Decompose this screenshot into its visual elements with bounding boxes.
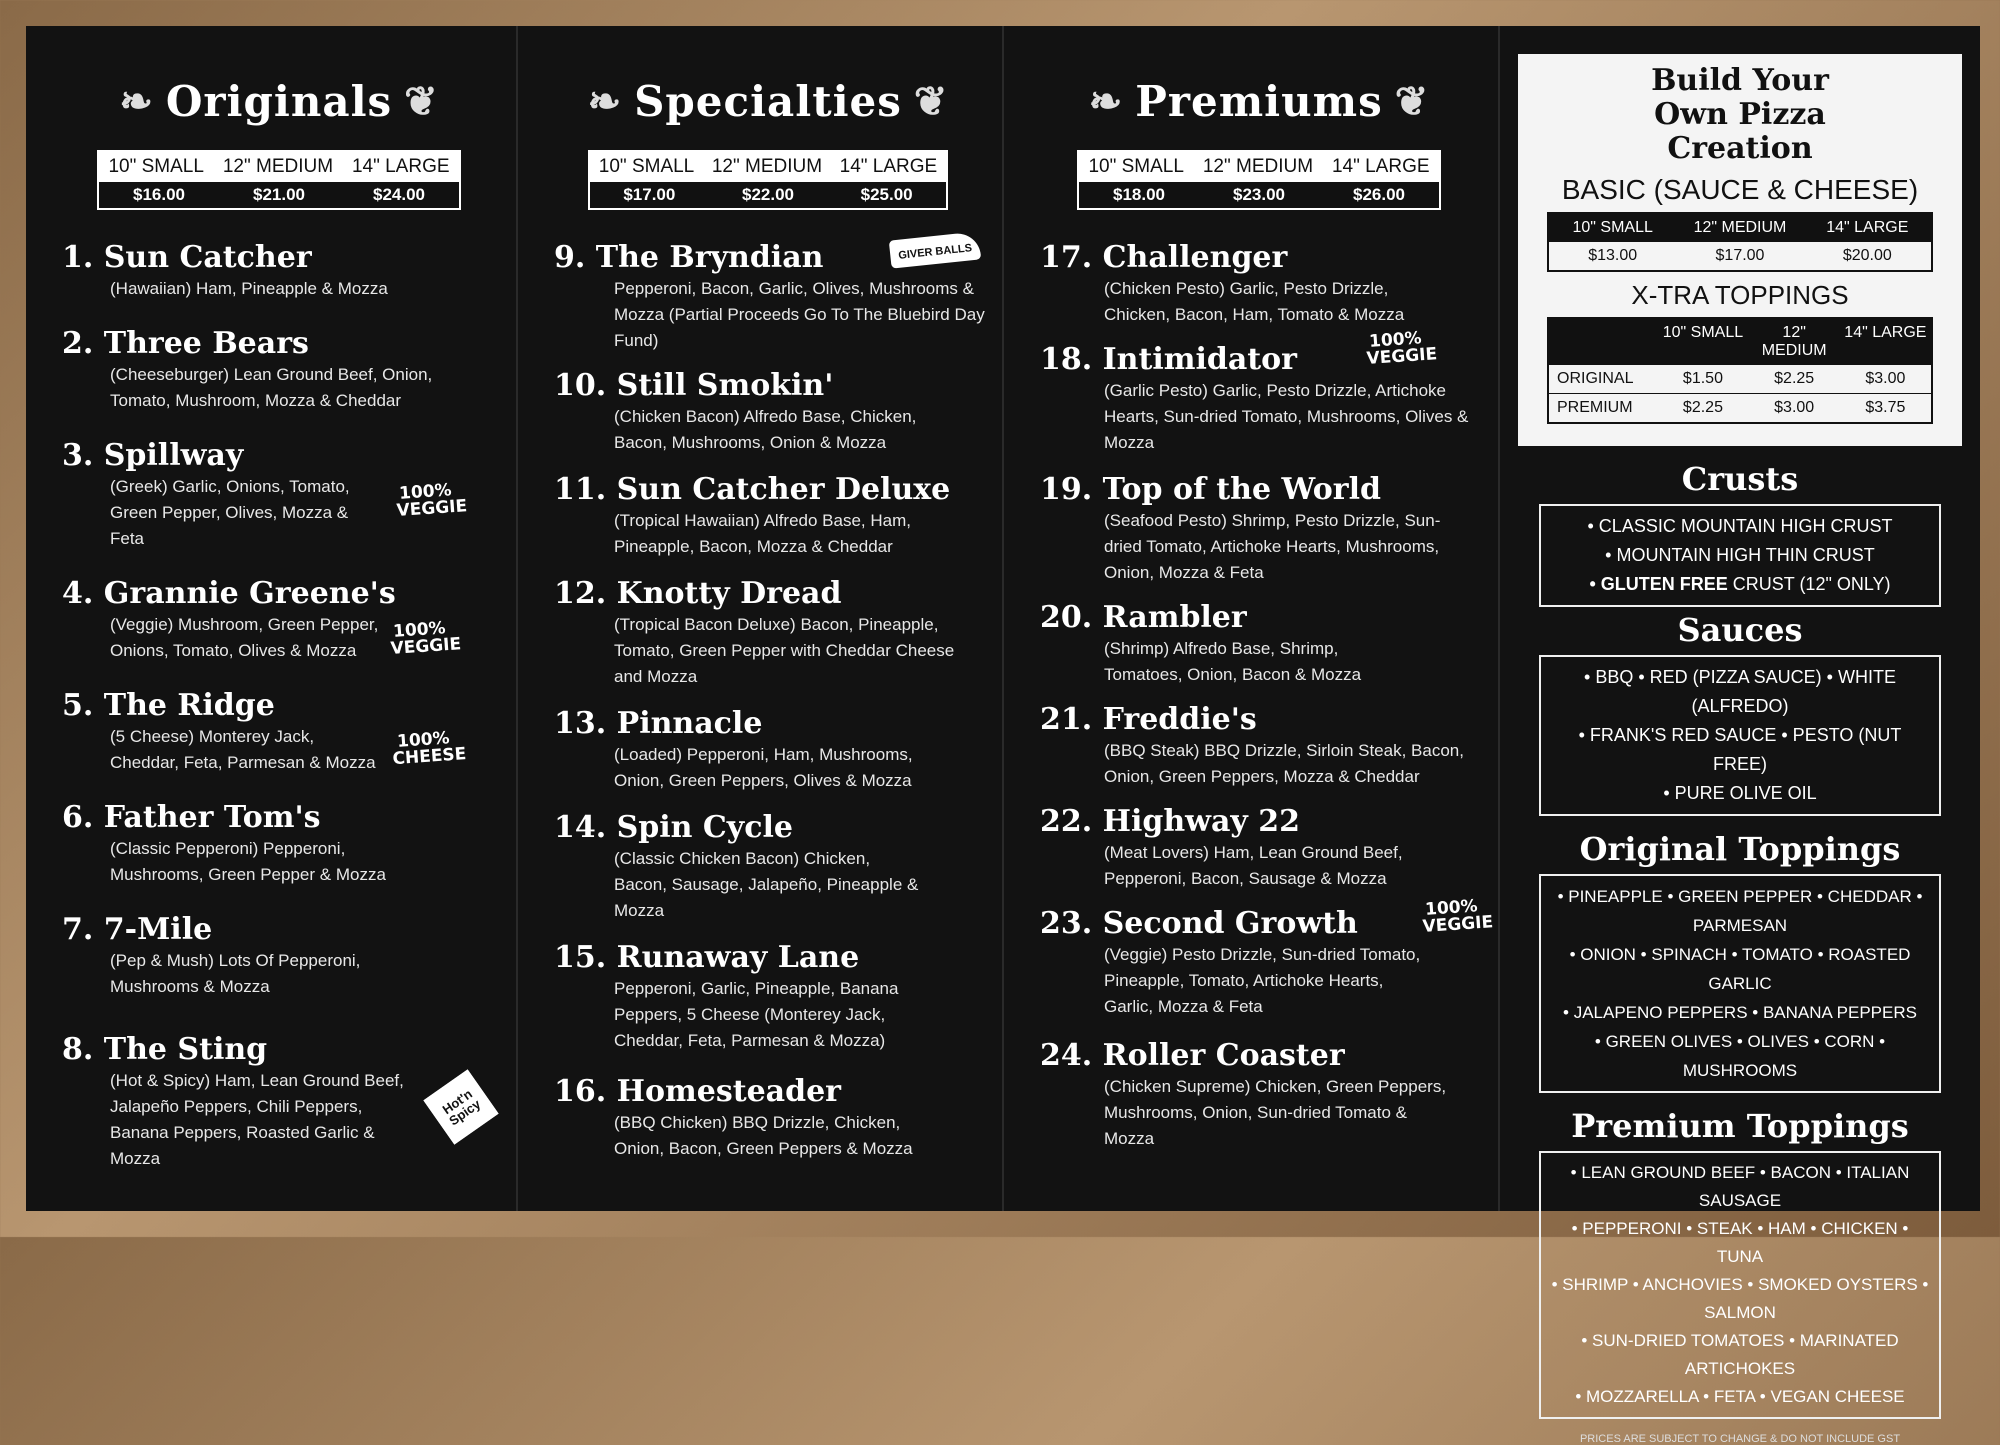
item-desc: (Hot & Spicy) Ham, Lean Ground Beef, Jalapeño Peppers, Chili Peppers, Banana Peppers, Roasted Garlic & Mozza <box>110 1071 404 1168</box>
item-desc: (Veggie) Mushroom, Green Pepper, Onions, Tomato, Olives & Mozza <box>110 615 379 660</box>
item-desc: (Pep & Mush) Lots Of Pepperoni, Mushrooms & Mozza <box>110 951 361 996</box>
topping-line: • SUN-DRIED TOMATOES • MARINATED ARTICHOKES <box>1581 1331 1899 1378</box>
item-name: 11. Sun Catcher Deluxe <box>554 472 951 507</box>
specialties-price-box <box>588 150 948 210</box>
size-label: 14" LARGE <box>1844 324 1927 341</box>
item-name: 15. Runaway Lane <box>554 940 860 975</box>
swirl-left-icon: ❧ <box>119 77 154 125</box>
crusts-box <box>1539 504 1941 607</box>
crust-line: • MOUNTAIN HIGH THIN CRUST <box>1605 545 1875 565</box>
price-value: $17.00 <box>623 185 676 204</box>
originals-title <box>62 66 496 136</box>
size-label: 14" LARGE <box>351 156 450 177</box>
originals-column <box>26 26 518 1211</box>
premium-toppings-title: Premium Toppings <box>1571 1107 1909 1145</box>
item-name: 5. The Ridge <box>62 688 275 723</box>
menu-item <box>554 810 982 924</box>
original-toppings-box <box>1539 874 1941 1093</box>
menu-board <box>26 26 1980 1445</box>
price-value: $1.50 <box>1682 370 1723 387</box>
specialties-title-text: Specialties <box>634 76 902 126</box>
crust-line: • CLASSIC MOUNTAIN HIGH CRUST <box>1587 516 1893 536</box>
item-desc: (Chicken Pesto) Garlic, Pesto Drizzle, Chicken, Bacon, Ham, Tomato & Mozza <box>1104 279 1405 324</box>
price-value: $20.00 <box>1842 247 1892 264</box>
sauce-line: • PURE OLIVE OIL <box>1663 783 1817 803</box>
blank-header <box>1549 324 1657 360</box>
item-desc: (Greek) Garlic, Onions, Tomato, Green Pepper, Olives, Mozza & Feta <box>110 477 350 548</box>
sauce-line: • BBQ • RED (PIZZA SAUCE) • WHITE (ALFREDO) <box>1584 667 1896 716</box>
gluten-free-label: • GLUTEN FREE <box>1589 574 1728 594</box>
price-value: $21.00 <box>253 185 305 204</box>
item-name: 8. The Sting <box>62 1032 268 1067</box>
size-label: 12" MEDIUM <box>222 156 334 177</box>
item-desc: Pepperoni, Garlic, Pineapple, Banana Peppers, 5 Cheese (Monterey Jack, Cheddar, Feta, Parmesan & Mozza) <box>614 979 899 1050</box>
gluten-free-rest: CRUST (12" ONLY) <box>1727 574 1891 594</box>
item-name: 9. The Bryndian <box>554 240 824 275</box>
swirl-right-icon: ❦ <box>1394 77 1430 125</box>
item-name: 10. Still Smokin' <box>554 368 834 403</box>
menu-item <box>62 912 496 1000</box>
originals-price-box <box>97 150 461 210</box>
item-desc: (5 Cheese) Monterey Jack, Cheddar, Feta, Parmesan & Mozza <box>110 727 376 772</box>
item-name: 7. 7-Mile <box>62 912 213 947</box>
menu-item <box>554 472 982 560</box>
item-name: 13. Pinnacle <box>554 706 763 741</box>
price-value: $22.00 <box>741 185 794 204</box>
specialties-column <box>518 26 1004 1211</box>
hot-spicy-stamp: Hot'n Spicy <box>423 1069 498 1144</box>
menu-item <box>1040 600 1478 688</box>
premium-toppings-box <box>1539 1151 1941 1419</box>
size-label: 14" LARGE <box>839 156 938 177</box>
price-value: $17.00 <box>1715 247 1765 264</box>
price-value: $3.00 <box>1774 399 1815 416</box>
premiums-column <box>1004 26 1500 1211</box>
item-desc: (Meat Lovers) Ham, Lean Ground Beef, Pepperoni, Bacon, Sausage & Mozza <box>1104 843 1403 888</box>
crust-line-gluten <box>1551 570 1929 599</box>
veggie-badge: 100% VEGGIE <box>1421 896 1494 938</box>
size-label: 10" SMALL <box>598 156 695 177</box>
sauces-title: Sauces <box>1677 611 1803 649</box>
size-label: 14" LARGE <box>1331 156 1430 177</box>
item-name: 19. Top of the World <box>1040 472 1381 507</box>
menu-item <box>1040 896 1494 1020</box>
build-your-own-box <box>1518 54 1962 446</box>
item-name: 24. Roller Coaster <box>1040 1038 1345 1073</box>
topping-line: • GREEN OLIVES • OLIVES • CORN • MUSHROOMS <box>1594 1032 1886 1080</box>
menu-item <box>62 688 496 776</box>
extra-row-premium <box>1549 393 1931 422</box>
item-desc: (Chicken Supreme) Chicken, Green Peppers, Mushrooms, Onion, Sun-dried Tomato & Mozza <box>1104 1077 1447 1148</box>
extra-row-original <box>1549 365 1931 393</box>
originals-title-text: Originals <box>165 76 393 126</box>
byo-title-line: Creation <box>1667 131 1813 166</box>
extra-toppings-table <box>1547 317 1933 424</box>
menu-item <box>1040 240 1478 328</box>
topping-line: • SHRIMP • ANCHOVIES • SMOKED OYSTERS • SALMON <box>1551 1275 1929 1322</box>
extra-toppings-label: X-TRA TOPPINGS <box>1631 280 1849 310</box>
item-desc: (Veggie) Pesto Drizzle, Sun-dried Tomato, Pineapple, Tomato, Artichoke Hearts, Garlic, Mozza & Feta <box>1104 945 1421 1016</box>
menu-item <box>554 1074 982 1162</box>
size-label: 14" LARGE <box>1826 219 1909 236</box>
price-value: $26.00 <box>1353 185 1405 204</box>
basic-label: BASIC (SAUCE & CHEESE) <box>1561 174 1919 205</box>
topping-line: • PEPPERONI • STEAK • HAM • CHICKEN • TUNA <box>1571 1219 1909 1266</box>
item-name: 18. Intimidator <box>1040 342 1297 377</box>
original-toppings-title: Original Toppings <box>1579 830 1901 868</box>
swirl-right-icon: ❦ <box>404 77 439 125</box>
sauces-box <box>1539 655 1941 816</box>
menu-item <box>62 240 496 302</box>
veggie-badge: 100% VEGGIE <box>395 480 468 522</box>
item-name: 17. Challenger <box>1040 240 1288 275</box>
item-desc: (BBQ Steak) BBQ Drizzle, Sirloin Steak, Bacon, Onion, Green Peppers, Mozza & Cheddar <box>1104 741 1464 786</box>
menu-item <box>554 240 985 354</box>
item-desc: Pepperoni, Bacon, Garlic, Olives, Mushrooms & Mozza (Partial Proceeds Go To The Bluebird Day Fund) <box>614 279 985 350</box>
menu-item <box>1040 328 1478 456</box>
crusts-title: Crusts <box>1681 460 1799 498</box>
item-desc: (Shrimp) Alfredo Base, Shrimp, Tomatoes, Onion, Bacon & Mozza <box>1104 639 1362 684</box>
size-label: 10" SMALL <box>1572 219 1653 236</box>
price-value: $3.00 <box>1865 370 1906 387</box>
price-value: $25.00 <box>860 185 913 204</box>
size-label: 12" MEDIUM <box>1761 324 1827 359</box>
item-name: 14. Spin Cycle <box>554 810 793 845</box>
menu-item <box>62 1032 496 1172</box>
item-name: 2. Three Bears <box>62 326 309 361</box>
basic-price-table <box>1547 212 1933 272</box>
item-name: 6. Father Tom's <box>62 800 321 835</box>
item-name: 1. Sun Catcher <box>62 240 312 275</box>
size-label: 12" MEDIUM <box>1693 219 1787 236</box>
veggie-badge: 100% VEGGIE <box>389 618 462 660</box>
price-value: $2.25 <box>1682 399 1723 416</box>
size-label: 10" SMALL <box>108 156 204 177</box>
price-value: $16.00 <box>133 185 185 204</box>
item-name: 3. Spillway <box>62 438 244 473</box>
item-desc: (Classic Pepperoni) Pepperoni, Mushrooms, Green Pepper & Mozza <box>110 839 386 884</box>
item-desc: (Hawaiian) Ham, Pineapple & Mozza <box>110 279 388 298</box>
item-desc: (Seafood Pesto) Shrimp, Pesto Drizzle, Sun-dried Tomato, Artichoke Hearts, Mushrooms, Onion, Mozza & Feta <box>1104 511 1441 582</box>
menu-item <box>1040 702 1478 790</box>
item-desc: (Loaded) Pepperoni, Ham, Mushrooms, Onion, Green Peppers, Olives & Mozza <box>614 745 913 790</box>
swirl-left-icon: ❧ <box>1088 77 1124 125</box>
swirl-left-icon: ❧ <box>587 77 623 125</box>
topping-line: • PINEAPPLE • GREEN PEPPER • CHEDDAR • PARMESAN <box>1557 887 1923 935</box>
specialties-title <box>554 66 982 136</box>
item-desc: (BBQ Chicken) BBQ Drizzle, Chicken, Onion, Bacon, Green Peppers & Mozza <box>614 1113 913 1158</box>
item-desc: (Classic Chicken Bacon) Chicken, Bacon, Sausage, Jalapeño, Pineapple & Mozza <box>614 849 919 920</box>
cheese-badge: 100% CHEESE <box>391 728 467 770</box>
item-desc: (Cheeseburger) Lean Ground Beef, Onion, Tomato, Mushroom, Mozza & Cheddar <box>110 365 433 410</box>
build-your-own-column <box>1500 26 1980 1445</box>
item-desc: (Garlic Pesto) Garlic, Pesto Drizzle, Artichoke Hearts, Sun-dried Tomato, Mushrooms, Olives & Mozza <box>1104 381 1469 452</box>
menu-item <box>554 368 982 456</box>
row-label: PREMIUM <box>1557 399 1633 416</box>
price-disclaimer: PRICES ARE SUBJECT TO CHANGE & DO NOT INCLUDE GST <box>1579 1433 1901 1445</box>
byo-title-line: Own Pizza <box>1654 97 1826 132</box>
row-label: ORIGINAL <box>1557 370 1634 387</box>
menu-item <box>1040 472 1478 586</box>
topping-line: • LEAN GROUND BEEF • BACON • ITALIAN SAUSAGE <box>1570 1163 1910 1210</box>
size-label: 12" MEDIUM <box>1202 156 1314 177</box>
menu-item <box>554 706 982 794</box>
menu-item <box>1040 1038 1478 1152</box>
menu-item <box>62 438 496 552</box>
premiums-title <box>1040 66 1478 136</box>
item-name: 12. Knotty Dread <box>554 576 842 611</box>
item-name: 20. Rambler <box>1040 600 1247 635</box>
item-name: 23. Second Growth <box>1040 906 1358 941</box>
menu-item <box>62 576 496 664</box>
size-label: 10" SMALL <box>1662 324 1744 341</box>
byo-title <box>1528 64 1952 166</box>
item-name: 4. Grannie Greene's <box>62 576 396 611</box>
menu-item <box>554 576 982 690</box>
menu-item <box>554 940 982 1054</box>
item-name: 22. Highway 22 <box>1040 804 1301 839</box>
price-value: $13.00 <box>1588 247 1638 264</box>
price-value: $24.00 <box>373 185 425 204</box>
menu-item <box>1040 804 1478 892</box>
item-desc: (Tropical Bacon Deluxe) Bacon, Pineapple, Tomato, Green Pepper with Cheddar Cheese and Mozza <box>614 615 955 686</box>
menu-item <box>62 800 496 888</box>
menu-item <box>62 326 496 414</box>
sauce-line: • FRANK'S RED SAUCE • PESTO (NUT FREE) <box>1578 725 1902 774</box>
premiums-price-box <box>1077 150 1441 210</box>
price-value: $2.25 <box>1774 370 1815 387</box>
giver-balls-logo: GIVER BALLS <box>889 231 981 268</box>
price-value: $23.00 <box>1233 185 1285 204</box>
premiums-title-text: Premiums <box>1135 76 1383 126</box>
size-label: 10" SMALL <box>1088 156 1184 177</box>
byo-title-line: Build Your <box>1651 63 1829 98</box>
item-name: 21. Freddie's <box>1040 702 1257 737</box>
topping-line: • MOZZARELLA • FETA • VEGAN CHEESE <box>1575 1387 1905 1406</box>
item-name: 16. Homesteader <box>554 1074 841 1109</box>
item-desc: (Chicken Bacon) Alfredo Base, Chicken, Bacon, Mushrooms, Onion & Mozza <box>614 407 917 452</box>
topping-line: • JALAPENO PEPPERS • BANANA PEPPERS <box>1563 1003 1917 1022</box>
swirl-right-icon: ❦ <box>913 77 949 125</box>
price-value: $18.00 <box>1113 185 1165 204</box>
price-value: $3.75 <box>1865 399 1906 416</box>
item-desc: (Tropical Hawaiian) Alfredo Base, Ham, Pineapple, Bacon, Mozza & Cheddar <box>614 511 911 556</box>
veggie-badge: 100% VEGGIE <box>1365 328 1438 370</box>
topping-line: • ONION • SPINACH • TOMATO • ROASTED GARLIC <box>1569 945 1911 993</box>
size-label: 12" MEDIUM <box>711 156 823 177</box>
